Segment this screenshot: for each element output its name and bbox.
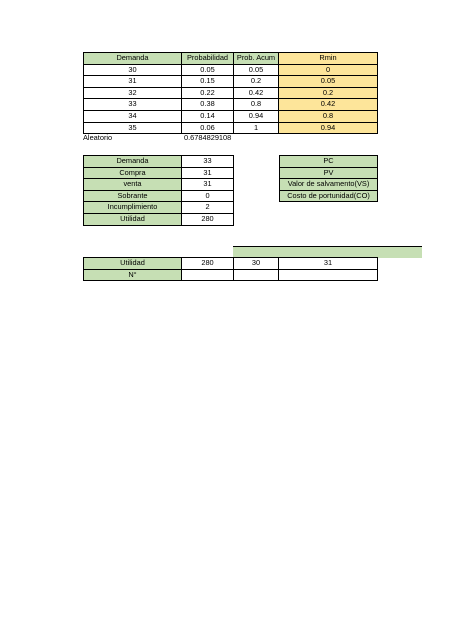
- cell-rmin[interactable]: 0.42: [279, 99, 378, 111]
- cell-demanda[interactable]: 32: [84, 87, 182, 99]
- cell-rmin[interactable]: 0.8: [279, 110, 378, 122]
- cell-probabilidad[interactable]: 0.05: [182, 64, 234, 76]
- result-cell[interactable]: [182, 269, 234, 281]
- cell-rmin[interactable]: 0: [279, 64, 378, 76]
- table-row: [84, 202, 234, 214]
- header-rmin[interactable]: Rmin: [279, 53, 378, 65]
- result-cell[interactable]: 31: [279, 258, 378, 270]
- header-prob-acum[interactable]: Prob. Acum: [234, 53, 279, 65]
- cell-prob-acum[interactable]: 0.8: [234, 99, 279, 111]
- table-row: [280, 190, 378, 202]
- value-utilidad[interactable]: 280: [182, 213, 234, 225]
- table-row: [280, 179, 378, 191]
- cell-probabilidad[interactable]: 0.22: [182, 87, 234, 99]
- table-row: [84, 258, 378, 270]
- cell-probabilidad[interactable]: 0.38: [182, 99, 234, 111]
- cell-prob-acum[interactable]: 1: [234, 122, 279, 134]
- parameters-table: [279, 155, 378, 202]
- cell-rmin[interactable]: 0.2: [279, 87, 378, 99]
- label-sobrante[interactable]: Sobrante: [84, 190, 182, 202]
- result-table: [83, 257, 378, 281]
- param-pc[interactable]: PC: [280, 156, 378, 168]
- table-row: [84, 87, 378, 99]
- aleatorio-value[interactable]: 0.6784829108: [184, 133, 232, 142]
- probability-table: [83, 52, 378, 134]
- label-utilidad[interactable]: Utilidad: [84, 213, 182, 225]
- header-demanda[interactable]: Demanda: [84, 53, 182, 65]
- cell-demanda[interactable]: 30: [84, 64, 182, 76]
- table-row: [84, 156, 234, 168]
- table-header-row: [84, 53, 378, 65]
- label-demanda[interactable]: Demanda: [84, 156, 182, 168]
- table-row: [84, 110, 378, 122]
- result-cell[interactable]: 280: [182, 258, 234, 270]
- cell-prob-acum[interactable]: 0.42: [234, 87, 279, 99]
- header-probabilidad[interactable]: Probabilidad: [182, 53, 234, 65]
- result-label-utilidad[interactable]: Utilidad: [84, 258, 182, 270]
- table-row: [84, 99, 378, 111]
- table-row: [84, 269, 378, 281]
- cell-demanda[interactable]: 34: [84, 110, 182, 122]
- value-sobrante[interactable]: 0: [182, 190, 234, 202]
- param-pv[interactable]: PV: [280, 167, 378, 179]
- result-label-n[interactable]: N°: [84, 269, 182, 281]
- cell-prob-acum[interactable]: 0.94: [234, 110, 279, 122]
- table-row: [280, 167, 378, 179]
- table-row: [84, 76, 378, 88]
- table-row: [84, 64, 378, 76]
- table-row: [280, 156, 378, 168]
- value-incumplimiento[interactable]: 2: [182, 202, 234, 214]
- table-row: [84, 167, 234, 179]
- table-row: [84, 213, 234, 225]
- result-cell[interactable]: [234, 269, 279, 281]
- table-row: [84, 179, 234, 191]
- cell-probabilidad[interactable]: 0.14: [182, 110, 234, 122]
- param-vs[interactable]: Valor de salvamento(VS): [280, 179, 378, 191]
- cell-rmin[interactable]: 0.05: [279, 76, 378, 88]
- table-row: [84, 190, 234, 202]
- label-compra[interactable]: Compra: [84, 167, 182, 179]
- value-compra[interactable]: 31: [182, 167, 234, 179]
- value-demanda[interactable]: 33: [182, 156, 234, 168]
- cell-prob-acum[interactable]: 0.2: [234, 76, 279, 88]
- label-venta[interactable]: venta: [84, 179, 182, 191]
- cell-probabilidad[interactable]: 0.15: [182, 76, 234, 88]
- result-cell[interactable]: 30: [234, 258, 279, 270]
- label-incumplimiento[interactable]: Incumplimiento: [84, 202, 182, 214]
- simulation-table: [83, 155, 234, 226]
- value-venta[interactable]: 31: [182, 179, 234, 191]
- cell-rmin[interactable]: 0.94: [279, 122, 378, 134]
- aleatorio-label[interactable]: Aleatorio: [83, 133, 113, 142]
- table-row: [84, 122, 378, 134]
- cell-demanda[interactable]: 35: [84, 122, 182, 134]
- cell-prob-acum[interactable]: 0.05: [234, 64, 279, 76]
- cell-demanda[interactable]: 31: [84, 76, 182, 88]
- result-cell[interactable]: [279, 269, 378, 281]
- param-co[interactable]: Costo de portunidad(CO): [280, 190, 378, 202]
- cell-demanda[interactable]: 33: [84, 99, 182, 111]
- cell-probabilidad[interactable]: 0.06: [182, 122, 234, 134]
